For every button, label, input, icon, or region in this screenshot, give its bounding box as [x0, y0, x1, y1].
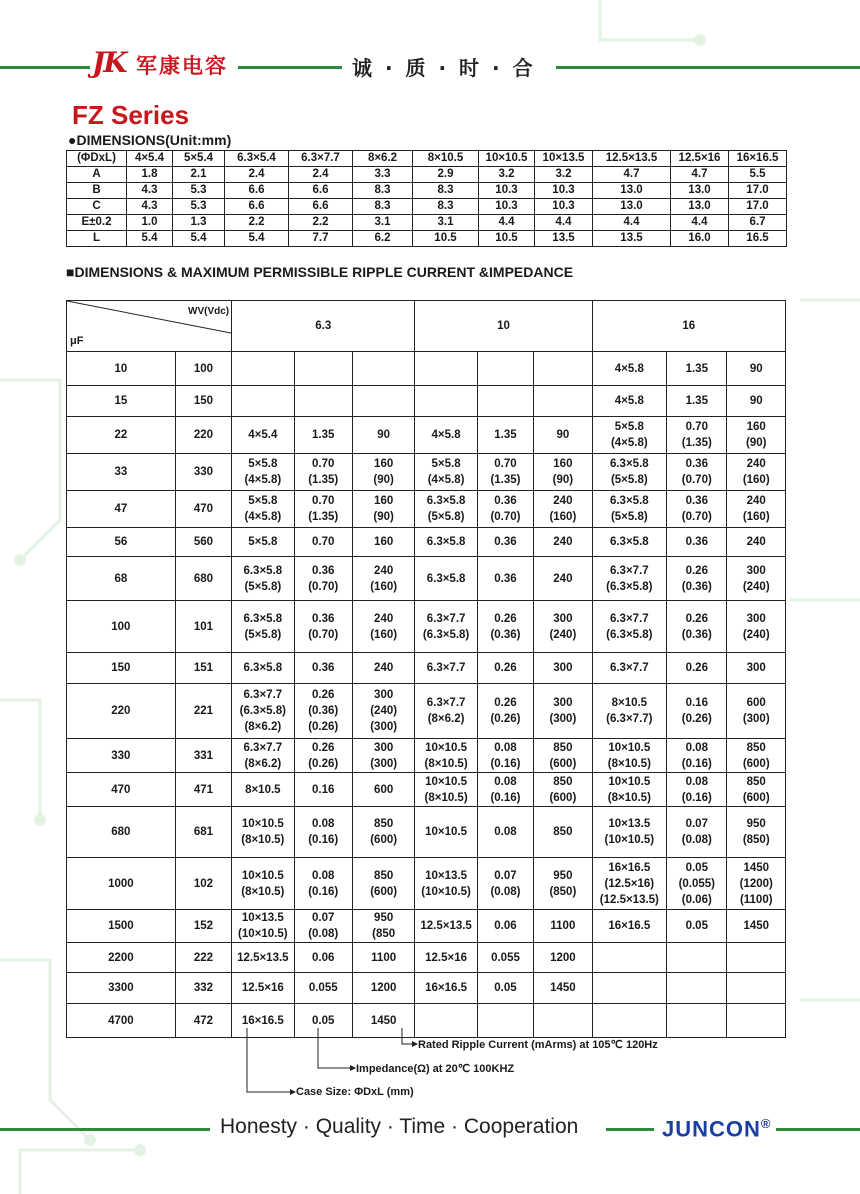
ripple-current-cell: 300 (300): [534, 684, 592, 739]
case-size-cell: 5×5.8 (4×5.8): [415, 454, 477, 491]
case-size-cell: 10×10.5 (8×10.5): [415, 739, 477, 773]
impedance-cell: 0.05: [667, 910, 727, 943]
dimensions-cell: 5.4: [225, 231, 289, 247]
capacitance-cell: 3300: [67, 973, 176, 1004]
capacitance-cell: 2200: [67, 943, 176, 973]
dimensions-cell: 13.5: [535, 231, 593, 247]
impedance-cell: 0.36 (0.70): [667, 491, 727, 528]
dimensions-cell: 8.3: [353, 199, 413, 215]
code-cell: 471: [175, 773, 231, 807]
case-size-cell: 6.3×5.8 (5×5.8): [232, 601, 294, 653]
capacitance-cell: 68: [67, 557, 176, 601]
ripple-current-cell: 160 (90): [534, 454, 592, 491]
case-size-cell: 6.3×5.8 (5×5.8): [592, 454, 667, 491]
voltage-header-6.3: 6.3: [232, 301, 415, 352]
note-case-size: Case Size: ΦDxL (mm): [296, 1086, 414, 1098]
case-size-cell: 10×10.5 (8×10.5): [415, 773, 477, 807]
capacitance-cell: 1500: [67, 910, 176, 943]
case-size-cell: 8×10.5 (6.3×7.7): [592, 684, 667, 739]
ripple-current-cell: 300 (240): [727, 601, 786, 653]
impedance-cell: 0.16 (0.26): [667, 684, 727, 739]
dimensions-cell: 3.2: [479, 167, 535, 183]
dimensions-cell: 1.0: [127, 215, 173, 231]
ripple-current-cell: 90: [352, 417, 414, 454]
impedance-cell: 0.26 (0.36): [667, 557, 727, 601]
code-cell: 470: [175, 491, 231, 528]
ripple-current-cell: 300 (240): [534, 601, 592, 653]
capacitance-cell: 330: [67, 739, 176, 773]
ripple-current-cell: 90: [727, 386, 786, 417]
ripple-current-cell: 850 (600): [534, 773, 592, 807]
case-size-cell: 10×10.5 (8×10.5): [232, 807, 294, 858]
capacitance-cell: 33: [67, 454, 176, 491]
dimensions-header-cell: 12.5×13.5: [593, 151, 671, 167]
case-size-cell: 10×13.5 (10×10.5): [415, 858, 477, 910]
capacitance-cell: 4700: [67, 1004, 176, 1038]
case-size-cell: 10×10.5 (8×10.5): [592, 739, 667, 773]
case-size-cell: 5×5.8 (4×5.8): [232, 454, 294, 491]
ripple-current-cell: 850 (600): [352, 858, 414, 910]
case-size-cell: 5×5.8: [232, 528, 294, 557]
ripple-current-cell: 300 (240): [727, 557, 786, 601]
dimensions-header-cell: 5×5.4: [173, 151, 225, 167]
code-cell: 680: [175, 557, 231, 601]
case-size-cell: 10×10.5: [415, 807, 477, 858]
impedance-cell: 0.70: [294, 528, 352, 557]
dimensions-cell: 6.7: [729, 215, 787, 231]
dimensions-cell: 2.2: [225, 215, 289, 231]
dimensions-row-label: L: [67, 231, 127, 247]
dimensions-cell: 6.2: [353, 231, 413, 247]
case-size-cell: 6.3×7.7: [592, 653, 667, 684]
dimensions-cell: 10.5: [413, 231, 479, 247]
impedance-cell: 0.26 (0.26): [477, 684, 533, 739]
code-cell: 681: [175, 807, 231, 858]
impedance-cell: 0.08 (0.16): [294, 858, 352, 910]
dimensions-header-cell: 6.3×5.4: [225, 151, 289, 167]
dimensions-cell: 4.4: [671, 215, 729, 231]
dimensions-cell: 10.3: [535, 199, 593, 215]
case-size-cell: 8×10.5: [232, 773, 294, 807]
dimensions-cell: 10.3: [479, 199, 535, 215]
impedance-cell: 0.08 (0.16): [477, 773, 533, 807]
code-cell: 151: [175, 653, 231, 684]
capacitance-cell: 150: [67, 653, 176, 684]
case-size-cell: 4×5.8: [592, 386, 667, 417]
footer-line-left: [0, 1128, 210, 1131]
case-size-cell: 12.5×16: [415, 943, 477, 973]
dimensions-cell: 17.0: [729, 183, 787, 199]
dimensions-header-cell: 6.3×7.7: [289, 151, 353, 167]
impedance-cell: 0.08: [477, 807, 533, 858]
impedance-cell: 0.36: [477, 528, 533, 557]
dimensions-cell: 16.5: [729, 231, 787, 247]
uf-label: μF: [70, 335, 84, 347]
case-size-cell: 5×5.8 (4×5.8): [232, 491, 294, 528]
footer-line-middle: [606, 1128, 654, 1131]
ripple-current-cell: 1200: [534, 943, 592, 973]
logo-mark: JK: [92, 46, 126, 79]
ripple-current-cell: 240: [727, 528, 786, 557]
ripple-current-cell: 160 (90): [352, 491, 414, 528]
case-size-cell: 12.5×13.5: [232, 943, 294, 973]
code-cell: 152: [175, 910, 231, 943]
dimensions-cell: 8.3: [413, 199, 479, 215]
dimensions-heading: ●DIMENSIONS(Unit:mm): [68, 132, 232, 148]
dimensions-cell: 13.0: [593, 199, 671, 215]
case-size-cell: 6.3×5.8: [415, 557, 477, 601]
ripple-current-cell: 850 (600): [727, 773, 786, 807]
dimensions-cell: 3.3: [353, 167, 413, 183]
dimensions-cell: 5.4: [173, 231, 225, 247]
case-size-cell: 6.3×7.7 (8×6.2): [232, 739, 294, 773]
impedance-cell: 1.35: [477, 417, 533, 454]
impedance-cell: 0.05: [477, 973, 533, 1004]
dimensions-cell: 10.5: [479, 231, 535, 247]
dimensions-header-cell: (ΦDxL): [67, 151, 127, 167]
ripple-current-cell: 950 (850: [352, 910, 414, 943]
brand-name: JUNCON: [662, 1116, 761, 1142]
capacitance-cell: 1000: [67, 858, 176, 910]
code-cell: 100: [175, 352, 231, 386]
voltage-header-10: 10: [415, 301, 592, 352]
dimensions-cell: 16.0: [671, 231, 729, 247]
footer-slogan: Honesty · Quality · Time · Cooperation: [220, 1115, 579, 1138]
code-cell: 222: [175, 943, 231, 973]
note-ripple: Rated Ripple Current (mArms) at 105℃ 120Hz: [418, 1039, 658, 1051]
ripple-current-cell: 240 (160): [352, 601, 414, 653]
case-size-cell: 6.3×7.7 (6.3×5.8): [415, 601, 477, 653]
dimensions-cell: 7.7: [289, 231, 353, 247]
dimensions-row-label: E±0.2: [67, 215, 127, 231]
dimensions-cell: 4.4: [535, 215, 593, 231]
capacitance-cell: 22: [67, 417, 176, 454]
dimensions-cell: 2.4: [289, 167, 353, 183]
ripple-current-cell: 240 (160): [727, 491, 786, 528]
impedance-cell: 0.36: [294, 653, 352, 684]
dimensions-cell: 5.4: [127, 231, 173, 247]
dimensions-cell: 3.1: [353, 215, 413, 231]
dimensions-cell: 10.3: [535, 183, 593, 199]
impedance-cell: 0.06: [477, 910, 533, 943]
ripple-current-cell: 240: [534, 528, 592, 557]
ripple-current-cell: 240: [352, 653, 414, 684]
code-cell: 221: [175, 684, 231, 739]
dimensions-header-cell: 8×10.5: [413, 151, 479, 167]
ripple-current-cell: 240 (160): [534, 491, 592, 528]
impedance-cell: 0.05 (0.055) (0.06): [667, 858, 727, 910]
ripple-current-cell: 600: [352, 773, 414, 807]
dimensions-row-label: A: [67, 167, 127, 183]
dimensions-cell: 17.0: [729, 199, 787, 215]
ripple-current-cell: 240 (160): [727, 454, 786, 491]
ripple-current-cell: 160 (90): [727, 417, 786, 454]
case-size-cell: 10×10.5 (8×10.5): [232, 858, 294, 910]
dimensions-header-cell: 10×13.5: [535, 151, 593, 167]
ripple-current-cell: 160: [352, 528, 414, 557]
dimensions-cell: 13.5: [593, 231, 671, 247]
impedance-cell: 0.26 (0.36) (0.26): [294, 684, 352, 739]
dimensions-cell: 4.7: [593, 167, 671, 183]
dimensions-cell: 6.6: [225, 183, 289, 199]
case-size-cell: 4×5.8: [592, 352, 667, 386]
code-cell: 102: [175, 858, 231, 910]
dimensions-cell: 1.3: [173, 215, 225, 231]
ripple-current-cell: 1100: [352, 943, 414, 973]
dimensions-cell: 10.3: [479, 183, 535, 199]
capacitance-cell: 680: [67, 807, 176, 858]
impedance-cell: 0.36: [477, 557, 533, 601]
dimensions-header-cell: 12.5×16: [671, 151, 729, 167]
brand-logo: [662, 1116, 772, 1142]
code-cell: 472: [175, 1004, 231, 1038]
ripple-current-cell: 850 (600): [352, 807, 414, 858]
ripple-current-cell: 300: [534, 653, 592, 684]
case-size-cell: 6.3×5.8: [415, 528, 477, 557]
impedance-cell: 0.70 (1.35): [294, 454, 352, 491]
registered-mark: ®: [760, 1116, 772, 1131]
dimensions-cell: 13.0: [671, 183, 729, 199]
dimensions-cell: 2.9: [413, 167, 479, 183]
impedance-cell: 0.08 (0.16): [667, 739, 727, 773]
dimensions-header-cell: 16×16.5: [729, 151, 787, 167]
impedance-cell: 0.055: [294, 973, 352, 1004]
capacitance-cell: 220: [67, 684, 176, 739]
wv-label: WV(Vdc): [188, 306, 230, 317]
impedance-cell: 0.06: [294, 943, 352, 973]
capacitance-cell: 10: [67, 352, 176, 386]
impedance-cell: 0.70 (1.35): [477, 454, 533, 491]
impedance-cell: 0.36 (0.70): [477, 491, 533, 528]
impedance-cell: 0.26: [477, 653, 533, 684]
impedance-cell: 0.36 (0.70): [294, 557, 352, 601]
impedance-cell: 0.26 (0.36): [477, 601, 533, 653]
impedance-cell: 0.36: [667, 528, 727, 557]
dimensions-cell: 4.3: [127, 199, 173, 215]
ripple-heading: ■DIMENSIONS & MAXIMUM PERMISSIBLE RIPPLE CURRENT &IMPEDANCE: [66, 264, 574, 280]
capacitance-cell: 56: [67, 528, 176, 557]
dimensions-cell: 3.2: [535, 167, 593, 183]
dimensions-cell: 8.3: [413, 183, 479, 199]
ripple-current-cell: 160 (90): [352, 454, 414, 491]
ripple-current-cell: 300 (240) (300): [352, 684, 414, 739]
ripple-current-cell: 90: [727, 352, 786, 386]
dimensions-cell: 4.7: [671, 167, 729, 183]
logo-text: 军康电容: [136, 54, 228, 78]
impedance-cell: 0.08 (0.16): [294, 807, 352, 858]
case-size-cell: 6.3×5.8 (5×5.8): [415, 491, 477, 528]
dimensions-header-cell: 8×6.2: [353, 151, 413, 167]
ripple-current-cell: 300 (300): [352, 739, 414, 773]
ripple-current-cell: 950 (850): [534, 858, 592, 910]
case-size-cell: 16×16.5: [592, 910, 667, 943]
case-size-cell: 10×13.5 (10×10.5): [232, 910, 294, 943]
case-size-cell: 6.3×7.7 (6.3×5.8) (8×6.2): [232, 684, 294, 739]
dimensions-cell: 4.4: [593, 215, 671, 231]
ripple-current-cell: 1450: [727, 910, 786, 943]
ripple-current-cell: 240: [534, 557, 592, 601]
ripple-current-cell: 1100: [534, 910, 592, 943]
case-size-cell: 6.3×7.7 (6.3×5.8): [592, 601, 667, 653]
code-cell: 150: [175, 386, 231, 417]
dimensions-header-cell: 4×5.4: [127, 151, 173, 167]
code-cell: 330: [175, 454, 231, 491]
capacitance-cell: 47: [67, 491, 176, 528]
impedance-cell: 1.35: [667, 352, 727, 386]
ripple-current-cell: 1450: [534, 973, 592, 1004]
impedance-cell: 0.07 (0.08): [477, 858, 533, 910]
dimensions-cell: 13.0: [593, 183, 671, 199]
case-size-cell: 12.5×16: [232, 973, 294, 1004]
impedance-cell: 0.08 (0.16): [667, 773, 727, 807]
ripple-current-cell: 1450: [352, 1004, 414, 1038]
impedance-cell: 0.26: [667, 653, 727, 684]
ripple-current-cell: 1450 (1200) (1100): [727, 858, 786, 910]
ripple-current-cell: 1200: [352, 973, 414, 1004]
impedance-cell: 0.70 (1.35): [294, 491, 352, 528]
note-impedance: Impedance(Ω) at 20℃ 100KHZ: [356, 1063, 515, 1075]
dimensions-cell: 6.6: [289, 183, 353, 199]
impedance-cell: 0.07 (0.08): [294, 910, 352, 943]
case-size-cell: 16×16.5: [232, 1004, 294, 1038]
dimensions-cell: 6.6: [289, 199, 353, 215]
impedance-cell: 0.08 (0.16): [477, 739, 533, 773]
impedance-cell: 0.36 (0.70): [667, 454, 727, 491]
case-size-cell: 4×5.8: [415, 417, 477, 454]
case-size-cell: 6.3×7.7 (6.3×5.8): [592, 557, 667, 601]
ripple-current-cell: 850 (600): [727, 739, 786, 773]
case-size-cell: 6.3×7.7 (8×6.2): [415, 684, 477, 739]
dimensions-row-label: C: [67, 199, 127, 215]
dimensions-cell: 2.2: [289, 215, 353, 231]
ripple-current-cell: 850: [534, 807, 592, 858]
dimensions-cell: 2.1: [173, 167, 225, 183]
code-cell: 220: [175, 417, 231, 454]
impedance-cell: 0.36 (0.70): [294, 601, 352, 653]
dimensions-cell: 5.3: [173, 183, 225, 199]
case-size-cell: 6.3×5.8 (5×5.8): [232, 557, 294, 601]
case-size-cell: 10×13.5 (10×10.5): [592, 807, 667, 858]
dimensions-row-label: B: [67, 183, 127, 199]
dimensions-cell: 1.8: [127, 167, 173, 183]
case-size-cell: 6.3×5.8: [592, 528, 667, 557]
capacitance-cell: 15: [67, 386, 176, 417]
ripple-current-cell: 600 (300): [727, 684, 786, 739]
capacitance-cell: 100: [67, 601, 176, 653]
dimensions-cell: 5.3: [173, 199, 225, 215]
code-cell: 332: [175, 973, 231, 1004]
impedance-cell: 1.35: [294, 417, 352, 454]
dimensions-cell: 2.4: [225, 167, 289, 183]
impedance-cell: 0.26 (0.36): [667, 601, 727, 653]
impedance-cell: 0.26 (0.26): [294, 739, 352, 773]
dimensions-cell: 4.3: [127, 183, 173, 199]
case-size-cell: 16×16.5 (12.5×16) (12.5×13.5): [592, 858, 667, 910]
dimensions-cell: 5.5: [729, 167, 787, 183]
ripple-current-cell: 850 (600): [534, 739, 592, 773]
dimensions-cell: 6.6: [225, 199, 289, 215]
dimensions-cell: 8.3: [353, 183, 413, 199]
dimensions-cell: 3.1: [413, 215, 479, 231]
ripple-current-cell: 300: [727, 653, 786, 684]
impedance-cell: 0.05: [294, 1004, 352, 1038]
ripple-current-cell: 90: [534, 417, 592, 454]
dimensions-header-cell: 10×10.5: [479, 151, 535, 167]
code-cell: 101: [175, 601, 231, 653]
case-size-cell: 16×16.5: [415, 973, 477, 1004]
capacitance-cell: 470: [67, 773, 176, 807]
code-cell: 331: [175, 739, 231, 773]
case-size-cell: 6.3×5.8: [232, 653, 294, 684]
slogan-chinese: 诚 · 质 · 时 · 合: [352, 56, 536, 80]
impedance-cell: 0.16: [294, 773, 352, 807]
ripple-current-cell: 240 (160): [352, 557, 414, 601]
dimensions-cell: 13.0: [671, 199, 729, 215]
case-size-cell: 6.3×7.7: [415, 653, 477, 684]
footer-line-right: [776, 1128, 860, 1131]
case-size-cell: 6.3×5.8 (5×5.8): [592, 491, 667, 528]
case-size-cell: 5×5.8 (4×5.8): [592, 417, 667, 454]
case-size-cell: 12.5×13.5: [415, 910, 477, 943]
impedance-cell: 0.055: [477, 943, 533, 973]
impedance-cell: 0.07 (0.08): [667, 807, 727, 858]
case-size-cell: 10×10.5 (8×10.5): [592, 773, 667, 807]
ripple-current-cell: 950 (850): [727, 807, 786, 858]
impedance-cell: 0.70 (1.35): [667, 417, 727, 454]
code-cell: 560: [175, 528, 231, 557]
case-size-cell: 4×5.4: [232, 417, 294, 454]
impedance-cell: 1.35: [667, 386, 727, 417]
voltage-header-16: 16: [592, 301, 785, 352]
dimensions-cell: 4.4: [479, 215, 535, 231]
page-title: FZ Series: [72, 100, 190, 130]
